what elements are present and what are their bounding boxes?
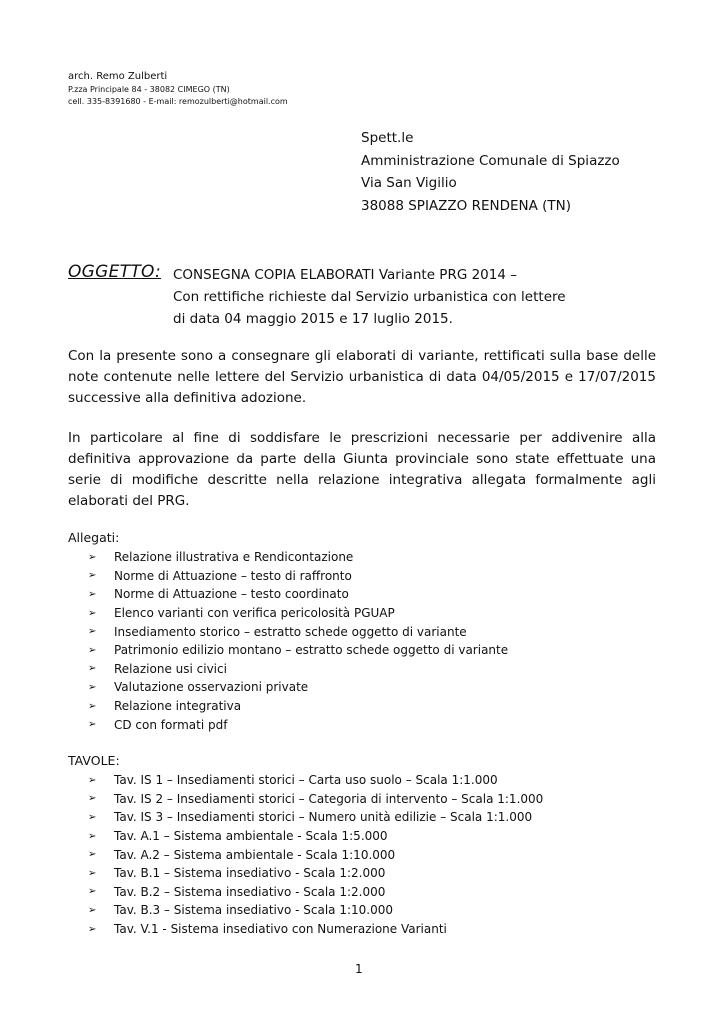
list-item-text: Elenco varianti con verifica pericolosità PGUAP bbox=[114, 606, 395, 621]
body-paragraph-1: Con la presente sono a consegnare gli elaborati di variante, rettificati sulla base delle note contenute nelle lettere del Servizio urbanistica di data 04/05/2015 e 17/07/2015 successive alla definitiva adozione. bbox=[68, 348, 656, 406]
list-item bbox=[88, 622, 508, 641]
arrow-bullet-icon: ➢ bbox=[88, 849, 97, 861]
page-number: 1 bbox=[355, 962, 363, 976]
body-paragraph-2: In particolare al fine di soddisfare le prescrizioni necessarie per addivenire alla definitiva approvazione da parte della Giunta provinciale sono state effettuate una serie di modifiche descritte nella relazione integrativa allegata formalmente agli elaborati del PRG. bbox=[68, 430, 656, 509]
list-item-text: Norme di Attuazione – testo di raffronto bbox=[114, 568, 352, 583]
list-item bbox=[88, 827, 543, 846]
recipient-line: 38088 SPIAZZO RENDENA (TN) bbox=[361, 197, 572, 214]
list-item bbox=[88, 604, 508, 623]
list-item bbox=[88, 864, 543, 883]
list-item-text: Tav. IS 1 – Insediamenti storici – Carta uso suolo – Scala 1:1.000 bbox=[114, 773, 498, 788]
list-item-text: Patrimonio edilizio montano – estratto schede oggetto di variante bbox=[114, 643, 509, 658]
arrow-bullet-icon: ➢ bbox=[88, 644, 97, 656]
arrow-bullet-icon: ➢ bbox=[88, 663, 97, 675]
list-item bbox=[88, 641, 508, 660]
tables-list bbox=[88, 771, 543, 938]
list-item-text: Tav. V.1 - Sistema insediativo con Numerazione Varianti bbox=[114, 922, 447, 937]
list-item-text: Relazione integrativa bbox=[114, 699, 242, 714]
list-item bbox=[88, 697, 508, 716]
list-item bbox=[88, 808, 543, 827]
arrow-bullet-icon: ➢ bbox=[88, 867, 97, 879]
arrow-bullet-icon: ➢ bbox=[88, 719, 97, 731]
list-item-text: Valutazione osservazioni private bbox=[114, 680, 309, 695]
arrow-bullet-icon: ➢ bbox=[88, 607, 97, 619]
sender-name: arch. Remo Zulberti bbox=[68, 71, 168, 82]
arrow-bullet-icon: ➢ bbox=[88, 681, 97, 693]
recipient-line: Via San Vigilio bbox=[361, 175, 457, 191]
list-item bbox=[88, 660, 508, 679]
arrow-bullet-icon: ➢ bbox=[88, 551, 97, 563]
list-item-text: Tav. IS 2 – Insediamenti storici – Categoria di intervento – Scala 1:1.000 bbox=[114, 791, 544, 806]
arrow-bullet-icon: ➢ bbox=[88, 626, 97, 638]
list-item-text: CD con formati pdf bbox=[114, 717, 228, 732]
recipient-line: Spett.le bbox=[361, 130, 414, 146]
list-item bbox=[88, 845, 543, 864]
subject-line: CONSEGNA COPIA ELABORATI Variante PRG 2014 – bbox=[173, 267, 517, 283]
list-item bbox=[88, 920, 543, 939]
arrow-bullet-icon: ➢ bbox=[88, 700, 97, 712]
arrow-bullet-icon: ➢ bbox=[88, 793, 97, 805]
list-item bbox=[88, 548, 508, 567]
arrow-bullet-icon: ➢ bbox=[88, 570, 97, 582]
subject-line: di data 04 maggio 2015 e 17 luglio 2015. bbox=[173, 311, 453, 327]
sender-block bbox=[68, 70, 288, 108]
list-item bbox=[88, 567, 508, 586]
subject-label: OGGETTO: bbox=[68, 262, 162, 282]
subject-line: Con rettifiche richieste dal Servizio urbanistica con lettere bbox=[173, 289, 566, 305]
list-item-text: Tav. B.1 – Sistema insediativo - Scala 1:2.000 bbox=[114, 866, 386, 881]
list-item-text: Norme di Attuazione – testo coordinato bbox=[114, 587, 349, 602]
list-item bbox=[88, 715, 508, 734]
list-item bbox=[88, 771, 543, 790]
list-item bbox=[88, 585, 508, 604]
arrow-bullet-icon: ➢ bbox=[88, 830, 97, 842]
list-item bbox=[88, 790, 543, 809]
arrow-bullet-icon: ➢ bbox=[88, 588, 97, 600]
sender-contact: cell. 335-8391680 - E-mail: remozulberti@hotmail.com bbox=[68, 97, 288, 106]
list-item-text: Relazione illustrativa e Rendicontazione bbox=[114, 550, 354, 565]
list-item-text: Tav. IS 3 – Insediamenti storici – Numero unità edilizie – Scala 1:1.000 bbox=[114, 810, 533, 825]
tables-label: TAVOLE: bbox=[68, 753, 120, 768]
sender-address: P.zza Principale 84 - 38082 CIMEGO (TN) bbox=[68, 85, 230, 94]
list-item bbox=[88, 883, 543, 902]
list-item-text: Tav. B.2 – Sistema insediativo - Scala 1:2.000 bbox=[114, 884, 386, 899]
arrow-bullet-icon: ➢ bbox=[88, 774, 97, 786]
attachments-label: Allegati: bbox=[68, 530, 120, 545]
list-item-text: Tav. A.1 – Sistema ambientale - Scala 1:5.000 bbox=[114, 829, 388, 844]
list-item-text: Tav. B.3 – Sistema insediativo - Scala 1:10.000 bbox=[114, 903, 394, 918]
arrow-bullet-icon: ➢ bbox=[88, 886, 97, 898]
arrow-bullet-icon: ➢ bbox=[88, 811, 97, 823]
recipient-block bbox=[361, 127, 620, 217]
arrow-bullet-icon: ➢ bbox=[88, 923, 97, 935]
recipient-line: Amministrazione Comunale di Spiazzo bbox=[361, 152, 620, 169]
list-item-text: Insediamento storico – estratto schede oggetto di variante bbox=[114, 624, 467, 639]
subject-lines bbox=[173, 264, 673, 330]
attachments-list bbox=[88, 548, 508, 734]
list-item-text: Relazione usi civici bbox=[114, 661, 227, 676]
list-item-text: Tav. A.2 – Sistema ambientale - Scala 1:10.000 bbox=[114, 847, 396, 862]
list-item bbox=[88, 678, 508, 697]
arrow-bullet-icon: ➢ bbox=[88, 904, 97, 916]
list-item bbox=[88, 901, 543, 920]
